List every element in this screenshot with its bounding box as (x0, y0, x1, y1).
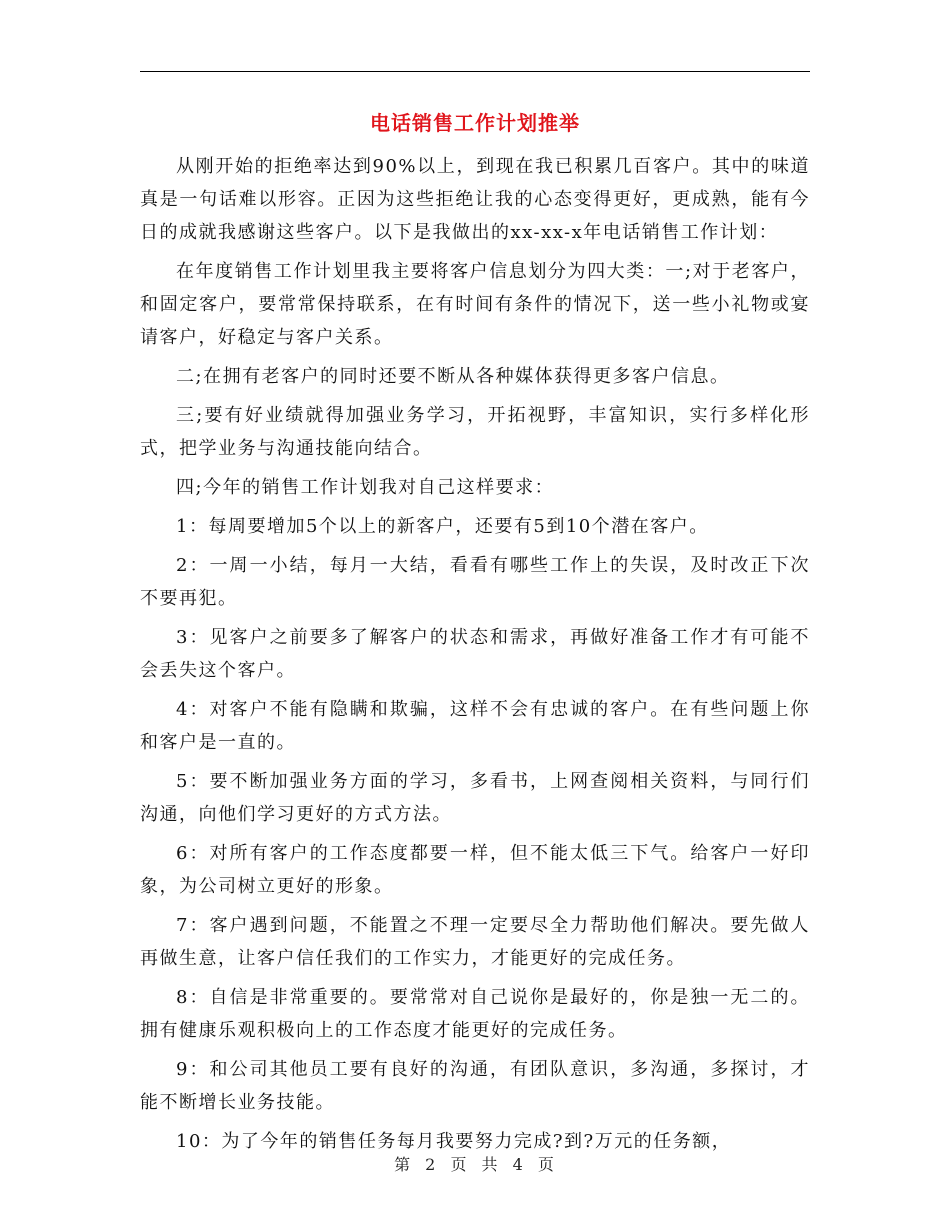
paragraph-item-1: 1：每周要增加5个以上的新客户，还要有5到10个潜在客户。 (176, 516, 709, 537)
paragraph-item-6: 6：对所有客户的工作态度都要一样，但不能太低三下气。给客户一好印象，为公司树立更好的形象。 (140, 843, 810, 897)
paragraph-category-1: 在年度销售工作计划里我主要将客户信息划分为四大类：一;对于老客户，和固定客户，要常常保持联系，在有时间有条件的情况下，送一些小礼物或宴请客户，好稳定与客户关系。 (140, 261, 810, 348)
paragraph-item-10: 10：为了今年的销售任务每月我要努力完成?到?万元的任务额， (176, 1131, 732, 1152)
paragraph-category-4: 四;今年的销售工作计划我对自己这样要求： (176, 477, 555, 498)
paragraph-item-3: 3：见客户之前要多了解客户的状态和需求，再做好准备工作才有可能不会丢失这个客户。 (140, 627, 810, 681)
page-number: 第 2 页 共 4 页 (394, 1155, 556, 1174)
document-body (140, 150, 810, 1164)
paragraph-category-2: 二;在拥有老客户的同时还要不断从各种媒体获得更多客户信息。 (176, 366, 730, 387)
paragraph-intro: 从刚开始的拒绝率达到90%以上，到现在我已积累几百客户。其中的味道真是一句话难以形容。正因为这些拒绝让我的心态变得更好，更成熟，能有今日的成就我感谢这些客户。以下是我做出的xx-xx-x年电话销售工作计划： (140, 156, 810, 243)
header-rule (140, 71, 810, 72)
paragraph-item-7: 7：客户遇到问题，不能置之不理一定要尽全力帮助他们解决。要先做人再做生意，让客户信任我们的工作实力，才能更好的完成任务。 (140, 915, 810, 969)
paragraph-item-2: 2：一周一小结，每月一大结，看看有哪些工作上的失误，及时改正下次不要再犯。 (140, 555, 810, 609)
document-title: 电话销售工作计划推举 (370, 111, 580, 135)
paragraph-item-5: 5：要不断加强业务方面的学习，多看书，上网查阅相关资料，与同行们沟通，向他们学习更好的方式方法。 (140, 771, 810, 825)
paragraph-item-8: 8：自信是非常重要的。要常常对自己说你是最好的，你是独一无二的。拥有健康乐观积极向上的工作态度才能更好的完成任务。 (140, 987, 810, 1041)
paragraph-category-3: 三;要有好业绩就得加强业务学习，开拓视野，丰富知识，实行多样化形式，把学业务与沟通技能向结合。 (140, 405, 810, 459)
paragraph-item-9: 9：和公司其他员工要有良好的沟通，有团队意识，多沟通，多探讨，才能不断增长业务技能。 (140, 1059, 810, 1113)
paragraph-item-4: 4：对客户不能有隐瞒和欺骗，这样不会有忠诚的客户。在有些问题上你和客户是一直的。 (140, 699, 810, 753)
